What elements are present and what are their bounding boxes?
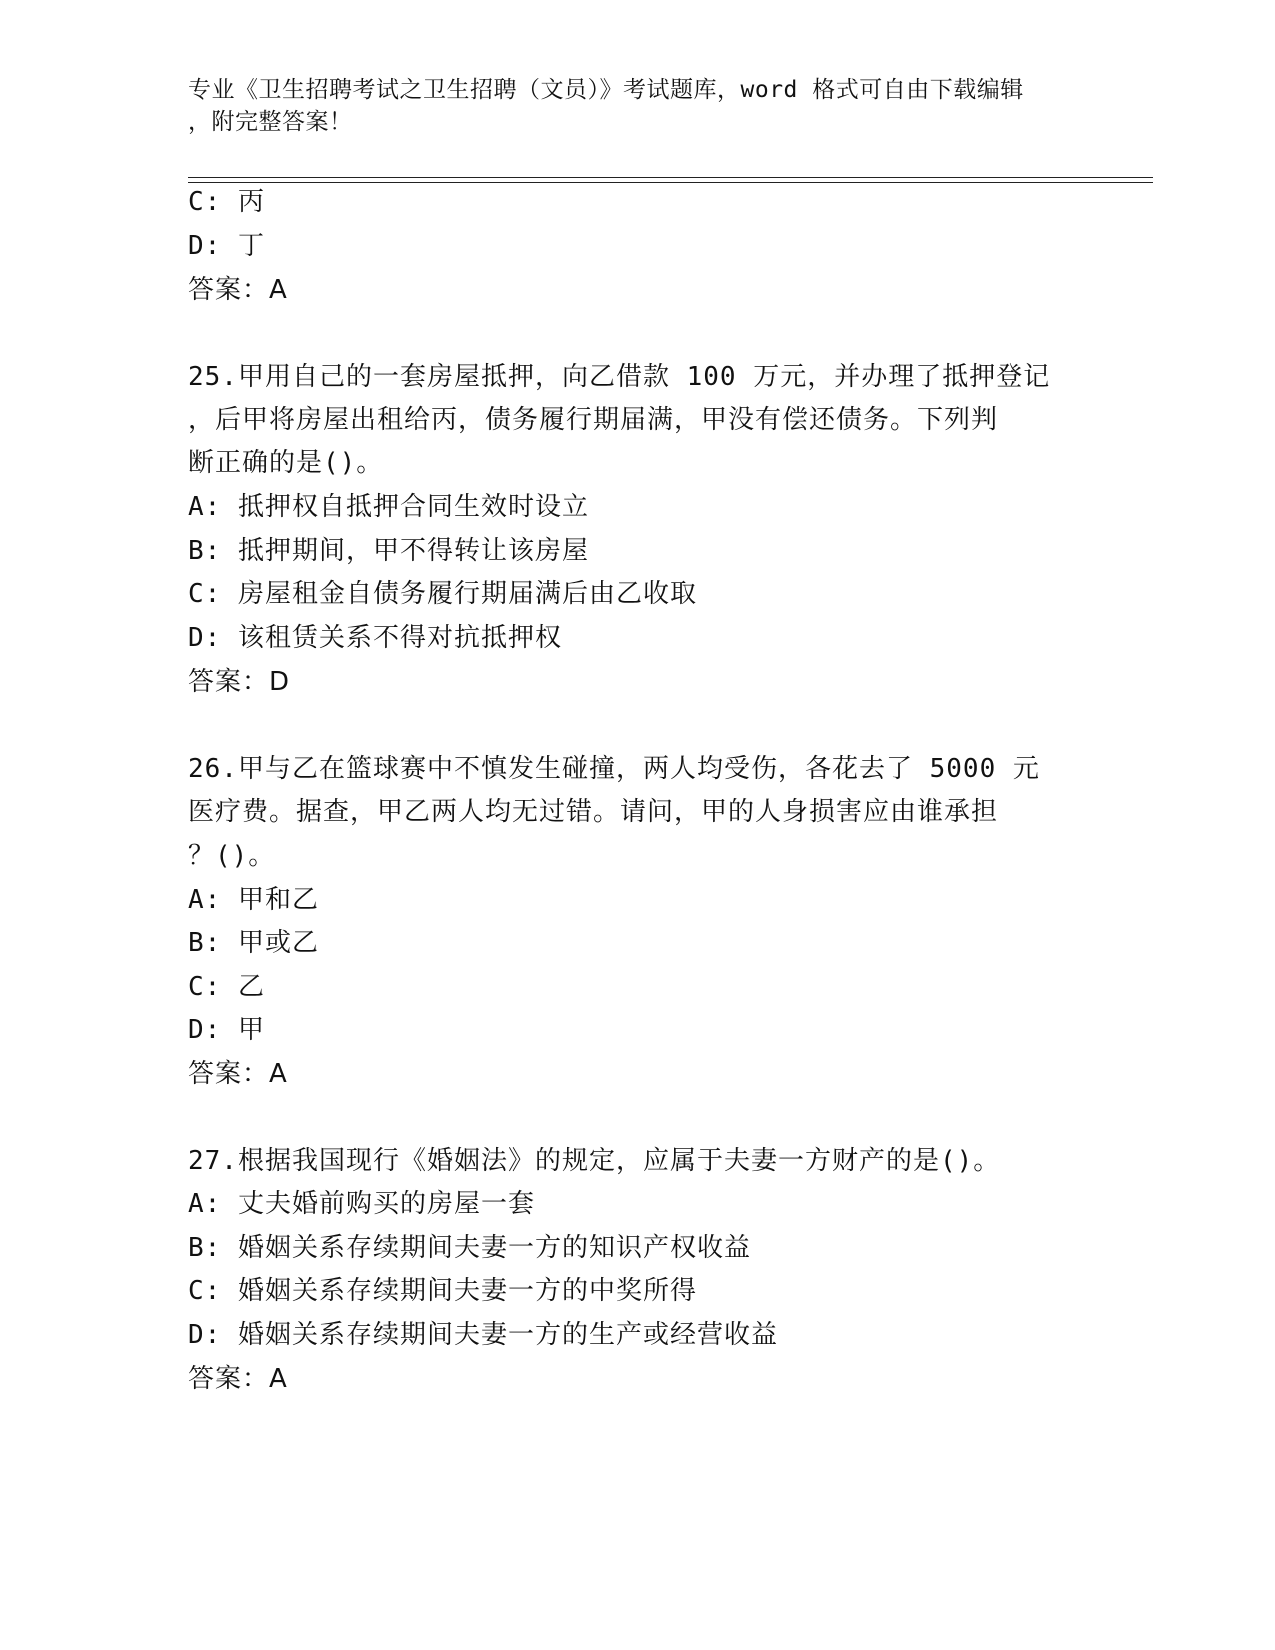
q25-text-line-1: 25.甲用自己的一套房屋抵押，向乙借款 100 万元，并办理了抵押登记 <box>188 362 1051 392</box>
q26-option-b: B: 甲或乙 <box>188 928 319 958</box>
q26-text-line-2: 医疗费。据查，甲乙两人均无过错。请问，甲的人身损害应由谁承担 <box>188 797 999 827</box>
q26-answer: 答案：A <box>188 1059 288 1089</box>
q26-option-a: A: 甲和乙 <box>188 885 319 915</box>
prev-option-c: C: 丙 <box>188 187 265 217</box>
prev-option-d: D: 丁 <box>188 231 265 261</box>
q26-text-line-3: ？()。 <box>188 841 276 871</box>
q25-option-b: B: 抵押期间，甲不得转让该房屋 <box>188 536 589 566</box>
q27-text-line-1: 27.根据我国现行《婚姻法》的规定，应属于夫妻一方财产的是()。 <box>188 1146 1001 1176</box>
q27-option-c: C: 婚姻关系存续期间夫妻一方的中奖所得 <box>188 1276 697 1306</box>
q27-option-d: D: 婚姻关系存续期间夫妻一方的生产或经营收益 <box>188 1320 778 1350</box>
q27-answer: 答案：A <box>188 1364 288 1394</box>
header-rule-bottom <box>188 182 1153 183</box>
header-rule-top <box>188 177 1153 178</box>
header-line-1: 专业《卫生招聘考试之卫生招聘（文员）》考试题库，word 格式可自由下载编辑 <box>188 77 1024 103</box>
page-header <box>188 74 1068 138</box>
q25-answer: 答案：D <box>188 667 291 697</box>
q25-text-line-2: ，后甲将房屋出租给丙，债务履行期届满，甲没有偿还债务。下列判 <box>188 405 999 435</box>
q26-option-d: D: 甲 <box>188 1015 265 1045</box>
q27-option-b: B: 婚姻关系存续期间夫妻一方的知识产权收益 <box>188 1233 751 1263</box>
q25-option-c: C: 房屋租金自债务履行期届满后由乙收取 <box>188 579 697 609</box>
q25-text-line-3: 断正确的是()。 <box>188 448 384 478</box>
prev-answer: 答案：A <box>188 275 288 305</box>
q26-option-c: C: 乙 <box>188 972 265 1002</box>
q25-option-d: D: 该租赁关系不得对抗抵押权 <box>188 623 562 653</box>
q26-text-line-1: 26.甲与乙在篮球赛中不慎发生碰撞，两人均受伤，各花去了 5000 元 <box>188 754 1040 784</box>
q25-option-a: A: 抵押权自抵押合同生效时设立 <box>188 492 589 522</box>
q27-option-a: A: 丈夫婚前购买的房屋一套 <box>188 1189 535 1219</box>
header-line-2: ，附完整答案！ <box>188 109 353 135</box>
